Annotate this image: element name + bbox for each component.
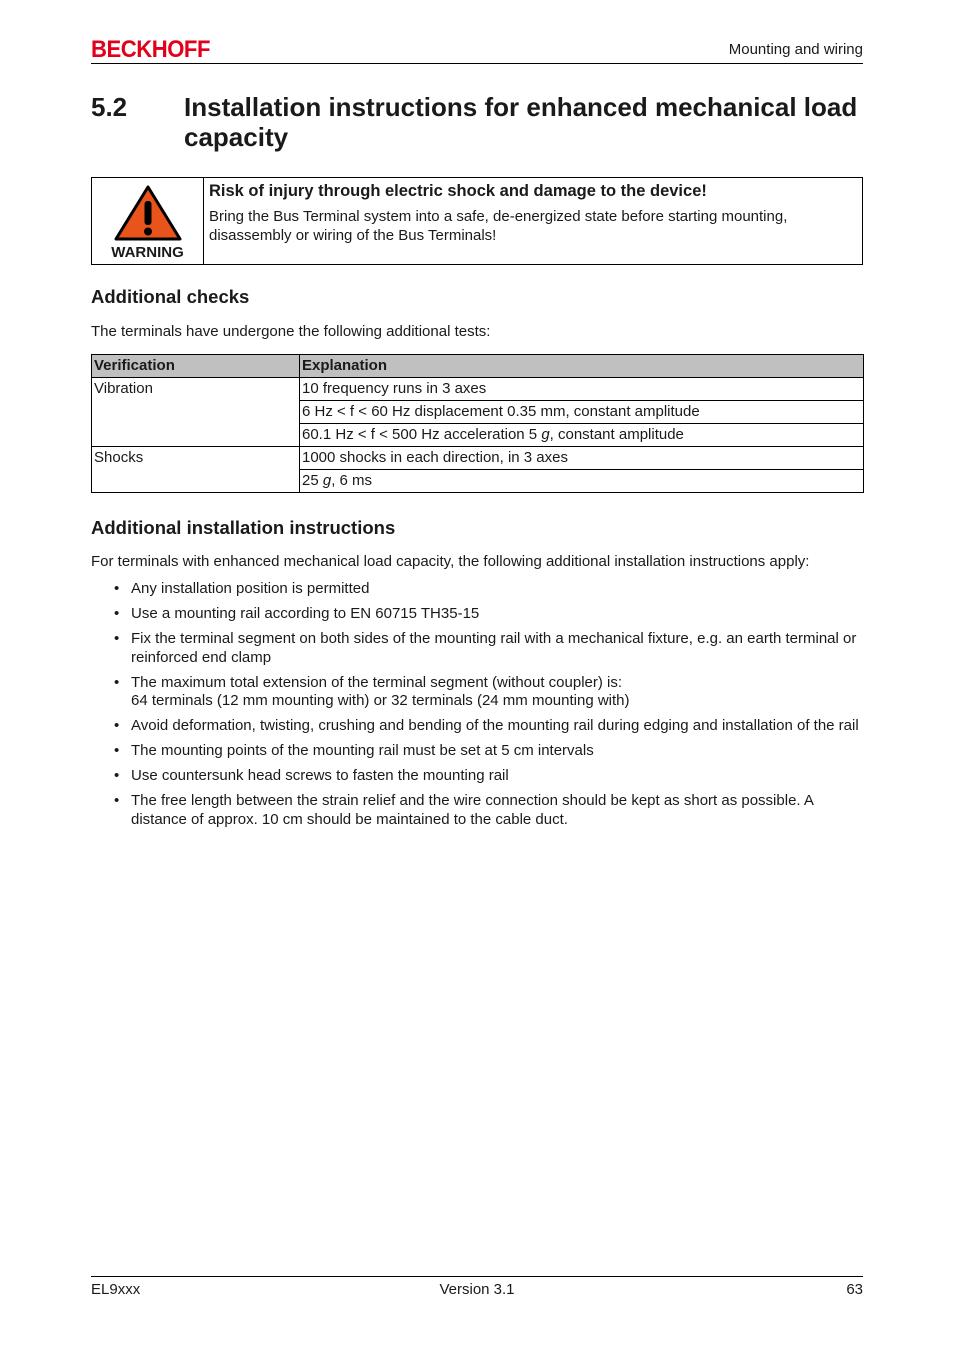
warning-box (91, 177, 863, 265)
list-item: • The free length between the strain relief and the wire connection should be kept as short as possible. A distance of approx. 10 cm should be maintained to the cable duct. (91, 792, 866, 829)
list-item: • Avoid deformation, twisting, crushing and bending of the mounting rail during edging and installation of the rail (91, 717, 866, 736)
footer-product: EL9xxx (91, 1281, 141, 1298)
column-header-explanation: Explanation (300, 355, 864, 378)
list-item: • The mounting points of the mounting rail must be set at 5 cm intervals (91, 742, 866, 761)
warning-label: WARNING (111, 244, 184, 261)
warning-triangle-icon (113, 184, 183, 242)
page-number: 63 (846, 1281, 863, 1298)
header-section-name: Mounting and wiring (728, 41, 863, 58)
footer-rule (91, 1276, 863, 1277)
section-title: Installation instructions for enhanced mechanical load capacity (184, 92, 858, 152)
list-item: • The maximum total extension of the terminal segment (without coupler) is: 64 terminals (12 mm mounting with) or 32 terminals (24 mm mounting with) (91, 674, 866, 711)
table-header-row (92, 355, 864, 378)
verification-cell: Vibration (92, 378, 300, 447)
section-number: 5.2 (91, 92, 128, 122)
additional-checks-heading: Additional checks (91, 286, 250, 307)
table-row (92, 447, 864, 470)
explanation-cell: 60.1 Hz < f < 500 Hz acceleration 5 g, constant amplitude (300, 424, 864, 447)
section-heading (91, 92, 871, 152)
explanation-cell: 1000 shocks in each direction, in 3 axes (300, 447, 864, 470)
installation-intro: For terminals with enhanced mechanical load capacity, the following additional installation instructions apply: (91, 553, 810, 570)
additional-checks-intro: The terminals have undergone the following additional tests: (91, 323, 491, 340)
header-rule (91, 63, 863, 64)
list-item: • Fix the terminal segment on both sides of the mounting rail with a mechanical fixture, e.g. an earth terminal or reinforced end clamp (91, 630, 866, 667)
warning-symbol-cell (92, 178, 204, 264)
warning-content (204, 178, 862, 264)
list-item: • Use a mounting rail according to EN 60715 TH35-15 (91, 605, 866, 624)
table-row (92, 378, 864, 401)
verification-cell: Shocks (92, 447, 300, 493)
installation-list (91, 580, 866, 836)
beckhoff-logo: BECKHOFF (91, 36, 210, 63)
explanation-cell: 25 g, 6 ms (300, 470, 864, 493)
explanation-cell: 10 frequency runs in 3 axes (300, 378, 864, 401)
warning-title: Risk of injury through electric shock and damage to the device! (209, 182, 707, 200)
list-item: • Any installation position is permitted (91, 580, 866, 599)
footer-version: Version 3.1 (439, 1281, 515, 1298)
list-item: • Use countersunk head screws to fasten the mounting rail (91, 767, 866, 786)
warning-text: Bring the Bus Terminal system into a safe, de-energized state before starting mounting, disassembly or wiring of the Bus Terminals! (209, 208, 788, 244)
tests-table (91, 354, 864, 493)
column-header-verification: Verification (92, 355, 300, 378)
installation-heading: Additional installation instructions (91, 517, 396, 538)
explanation-cell: 6 Hz < f < 60 Hz displacement 0.35 mm, constant amplitude (300, 401, 864, 424)
